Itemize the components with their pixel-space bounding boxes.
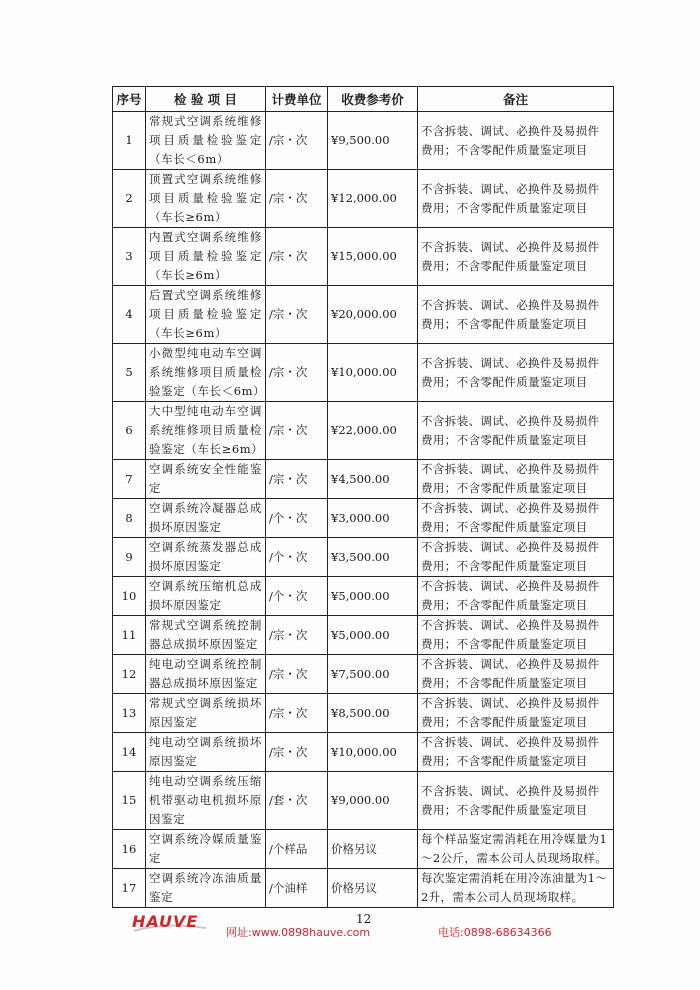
row-item: 纯电动空调系统损坏原因鉴定	[146, 733, 266, 772]
header-item: 检 验 项 目	[146, 87, 266, 112]
row-unit: /宗・次	[266, 170, 328, 228]
table-row	[113, 733, 614, 772]
row-item: 大中型纯电动车空调系统维修项目质量检验鉴定（车长≥6m）	[146, 402, 266, 460]
row-fee: ¥10,000.00	[328, 733, 418, 772]
row-item: 顶置式空调系统维修项目质量检验鉴定（车长≥6m）	[146, 170, 266, 228]
row-item: 常规式空调系统维修项目质量检验鉴定（车长＜6m）	[146, 112, 266, 170]
row-note: 不含拆装、调试、必换件及易损件费用；不含零配件质量鉴定项目	[418, 499, 614, 538]
row-unit: /个・次	[266, 538, 328, 577]
row-fee: ¥9,500.00	[328, 112, 418, 170]
row-number: 16	[113, 830, 146, 869]
row-note: 不含拆装、调试、必换件及易损件费用；不含零配件质量鉴定项目	[418, 460, 614, 499]
row-number: 8	[113, 499, 146, 538]
row-number: 11	[113, 616, 146, 655]
row-fee: ¥7,500.00	[328, 655, 418, 694]
row-note: 不含拆装、调试、必换件及易损件费用；不含零配件质量鉴定项目	[418, 286, 614, 344]
row-unit: /宗・次	[266, 616, 328, 655]
row-item: 后置式空调系统维修项目质量检验鉴定（车长≥6m）	[146, 286, 266, 344]
row-unit: /宗・次	[266, 344, 328, 402]
row-unit: /宗・次	[266, 228, 328, 286]
row-note: 不含拆装、调试、必换件及易损件费用；不含零配件质量鉴定项目	[418, 577, 614, 616]
table-row	[113, 538, 614, 577]
table-row	[113, 616, 614, 655]
table-body	[113, 112, 614, 908]
row-item: 空调系统冷凝器总成损坏原因鉴定	[146, 499, 266, 538]
row-fee: ¥15,000.00	[328, 228, 418, 286]
row-unit: /宗・次	[266, 733, 328, 772]
row-fee: ¥5,000.00	[328, 577, 418, 616]
row-fee: ¥3,500.00	[328, 538, 418, 577]
website-link[interactable]: 网址:www.0898hauve.com	[226, 926, 371, 939]
row-unit: /宗・次	[266, 112, 328, 170]
row-unit: /宗・次	[266, 655, 328, 694]
table-row	[113, 869, 614, 908]
table-row	[113, 170, 614, 228]
table-row	[113, 772, 614, 830]
table-row	[113, 830, 614, 869]
row-item: 空调系统蒸发器总成损坏原因鉴定	[146, 538, 266, 577]
row-number: 12	[113, 655, 146, 694]
row-fee: 价格另议	[328, 830, 418, 869]
row-number: 1	[113, 112, 146, 170]
header-note: 备注	[418, 87, 614, 112]
table-row	[113, 286, 614, 344]
row-unit: /个油样	[266, 869, 328, 908]
row-unit: /个・次	[266, 499, 328, 538]
row-number: 6	[113, 402, 146, 460]
row-item: 空调系统压缩机总成损坏原因鉴定	[146, 577, 266, 616]
row-note: 不含拆装、调试、必换件及易损件费用；不含零配件质量鉴定项目	[418, 616, 614, 655]
row-note: 不含拆装、调试、必换件及易损件费用；不含零配件质量鉴定项目	[418, 112, 614, 170]
row-fee: ¥20,000.00	[328, 286, 418, 344]
row-note: 不含拆装、调试、必换件及易损件费用；不含零配件质量鉴定项目	[418, 694, 614, 733]
row-note: 不含拆装、调试、必换件及易损件费用；不含零配件质量鉴定项目	[418, 228, 614, 286]
fee-table	[112, 86, 614, 908]
row-fee: ¥12,000.00	[328, 170, 418, 228]
row-fee: ¥22,000.00	[328, 402, 418, 460]
table-row	[113, 460, 614, 499]
row-number: 10	[113, 577, 146, 616]
row-note: 每个样品鉴定需消耗在用冷媒量为1～2公斤，需本公司人员现场取样。	[418, 830, 614, 869]
header-unit: 计费单位	[266, 87, 328, 112]
logo-text: HAUVE	[132, 912, 199, 931]
row-note: 不含拆装、调试、必换件及易损件费用；不含零配件质量鉴定项目	[418, 538, 614, 577]
table-row	[113, 228, 614, 286]
table-row	[113, 402, 614, 460]
row-unit: /宗・次	[266, 694, 328, 733]
row-item: 小微型纯电动车空调系统维修项目质量检验鉴定（车长＜6m）	[146, 344, 266, 402]
page-number: 12	[356, 912, 372, 926]
row-unit: /宗・次	[266, 402, 328, 460]
row-note: 不含拆装、调试、必换件及易损件费用；不含零配件质量鉴定项目	[418, 772, 614, 830]
row-note: 不含拆装、调试、必换件及易损件费用；不含零配件质量鉴定项目	[418, 170, 614, 228]
row-unit: /个・次	[266, 577, 328, 616]
row-note: 不含拆装、调试、必换件及易损件费用；不含零配件质量鉴定项目	[418, 344, 614, 402]
table-row	[113, 344, 614, 402]
table-row	[113, 694, 614, 733]
row-item: 空调系统安全性能鉴定	[146, 460, 266, 499]
row-unit: /套・次	[266, 772, 328, 830]
row-unit: /宗・次	[266, 460, 328, 499]
row-item: 常规式空调系统控制器总成损坏原因鉴定	[146, 616, 266, 655]
row-number: 14	[113, 733, 146, 772]
phone-number: 电话:0898-68634366	[438, 926, 552, 939]
table-row	[113, 577, 614, 616]
row-fee: ¥5,000.00	[328, 616, 418, 655]
row-number: 17	[113, 869, 146, 908]
row-note: 每次鉴定需消耗在用冷冻油量为1～2升，需本公司人员现场取样。	[418, 869, 614, 908]
row-number: 9	[113, 538, 146, 577]
row-note: 不含拆装、调试、必换件及易损件费用；不含零配件质量鉴定项目	[418, 402, 614, 460]
table-row	[113, 112, 614, 170]
row-number: 3	[113, 228, 146, 286]
row-fee: 价格另议	[328, 869, 418, 908]
row-number: 2	[113, 170, 146, 228]
row-number: 7	[113, 460, 146, 499]
row-fee: ¥3,000.00	[328, 499, 418, 538]
row-number: 5	[113, 344, 146, 402]
row-number: 15	[113, 772, 146, 830]
header-fee: 收费参考价	[328, 87, 418, 112]
row-number: 13	[113, 694, 146, 733]
row-item: 常规式空调系统损坏原因鉴定	[146, 694, 266, 733]
table-row	[113, 499, 614, 538]
row-fee: ¥4,500.00	[328, 460, 418, 499]
row-fee: ¥10,000.00	[328, 344, 418, 402]
row-unit: /个样品	[266, 830, 328, 869]
company-logo	[132, 912, 208, 934]
row-fee: ¥8,500.00	[328, 694, 418, 733]
row-fee: ¥9,000.00	[328, 772, 418, 830]
row-item: 内置式空调系统维修项目质量检验鉴定（车长≥6m）	[146, 228, 266, 286]
row-number: 4	[113, 286, 146, 344]
row-note: 不含拆装、调试、必换件及易损件费用；不含零配件质量鉴定项目	[418, 733, 614, 772]
table-row	[113, 655, 614, 694]
row-item: 空调系统冷冻油质量鉴定	[146, 869, 266, 908]
row-item: 空调系统冷媒质量鉴定	[146, 830, 266, 869]
table-header-row	[113, 87, 614, 112]
row-note: 不含拆装、调试、必换件及易损件费用；不含零配件质量鉴定项目	[418, 655, 614, 694]
row-unit: /宗・次	[266, 286, 328, 344]
row-item: 纯电动空调系统压缩机带驱动电机损坏原因鉴定	[146, 772, 266, 830]
header-no: 序号	[113, 87, 146, 112]
row-item: 纯电动空调系统控制器总成损坏原因鉴定	[146, 655, 266, 694]
